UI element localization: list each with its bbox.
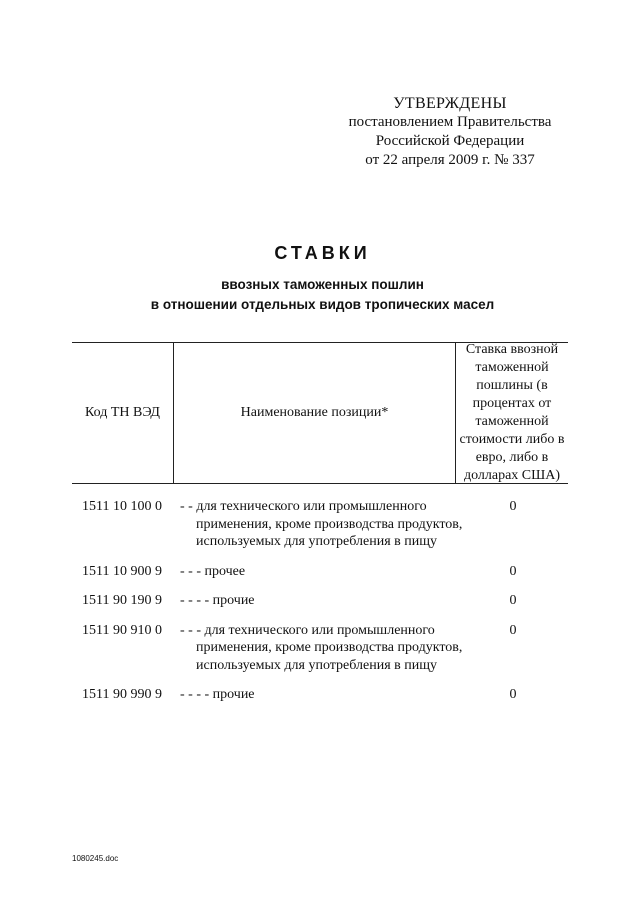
approval-line-date: от 22 апреля 2009 г. № 337 bbox=[365, 152, 535, 168]
row-name-first-line: - - - прочее bbox=[180, 563, 246, 579]
row-code: 1511 90 910 0 bbox=[82, 622, 162, 638]
table-row bbox=[82, 498, 562, 551]
row-rate: 0 bbox=[509, 499, 517, 514]
file-name-footer: 1080245.doc bbox=[72, 854, 119, 863]
row-rate: 0 bbox=[509, 593, 517, 608]
document-subtitle-line-2: в отношении отдельных видов тропических масел bbox=[150, 297, 495, 312]
row-name bbox=[180, 563, 464, 581]
row-rate: 0 bbox=[509, 622, 517, 638]
approval-line-government: Российской Федерации bbox=[375, 133, 525, 149]
row-name-first-line: - - - - прочие bbox=[180, 593, 255, 608]
table-header bbox=[72, 342, 568, 484]
row-code: 1511 90 990 9 bbox=[82, 687, 162, 702]
table-row bbox=[82, 622, 562, 675]
row-name-first-line: - - - для технического или промышленного bbox=[180, 622, 435, 638]
row-rate: 0 bbox=[509, 687, 517, 702]
document-title-block bbox=[80, 243, 565, 315]
approval-block bbox=[330, 94, 570, 170]
document-title: СТАВКИ bbox=[274, 243, 371, 263]
row-name-first-line: - - для технического или промышленного bbox=[180, 499, 427, 514]
row-code: 1511 10 100 0 bbox=[82, 499, 162, 514]
row-code: 1511 90 190 9 bbox=[82, 593, 162, 608]
approval-heading: УТВЕРЖДЕНЫ bbox=[393, 95, 507, 112]
row-name bbox=[180, 592, 464, 610]
row-code: 1511 10 900 9 bbox=[82, 563, 162, 579]
table-body bbox=[82, 498, 562, 716]
row-name bbox=[180, 686, 464, 704]
header-code: Код ТН ВЭД bbox=[72, 343, 174, 483]
table-row bbox=[82, 592, 562, 610]
row-name bbox=[180, 498, 464, 551]
row-name-continuation: применения, кроме производства продуктов, используемых для употребления в пищу bbox=[196, 516, 463, 549]
table-row bbox=[82, 686, 562, 704]
row-rate: 0 bbox=[509, 563, 517, 579]
row-name bbox=[180, 622, 464, 675]
header-rate: Ставка ввозной таможенной пошлины (в процентах от таможенной стоимости либо в евро, либо в долларах США) bbox=[459, 342, 565, 483]
table-row bbox=[82, 563, 562, 581]
header-name: Наименование позиции* bbox=[174, 343, 456, 483]
row-name-first-line: - - - - прочие bbox=[180, 687, 255, 702]
approval-line-resolution: постановлением Правительства bbox=[348, 114, 552, 130]
row-name-continuation: применения, кроме производства продуктов, используемых для употребления в пищу bbox=[196, 640, 463, 673]
document-subtitle-line-1: ввозных таможенных пошлин bbox=[221, 277, 424, 292]
